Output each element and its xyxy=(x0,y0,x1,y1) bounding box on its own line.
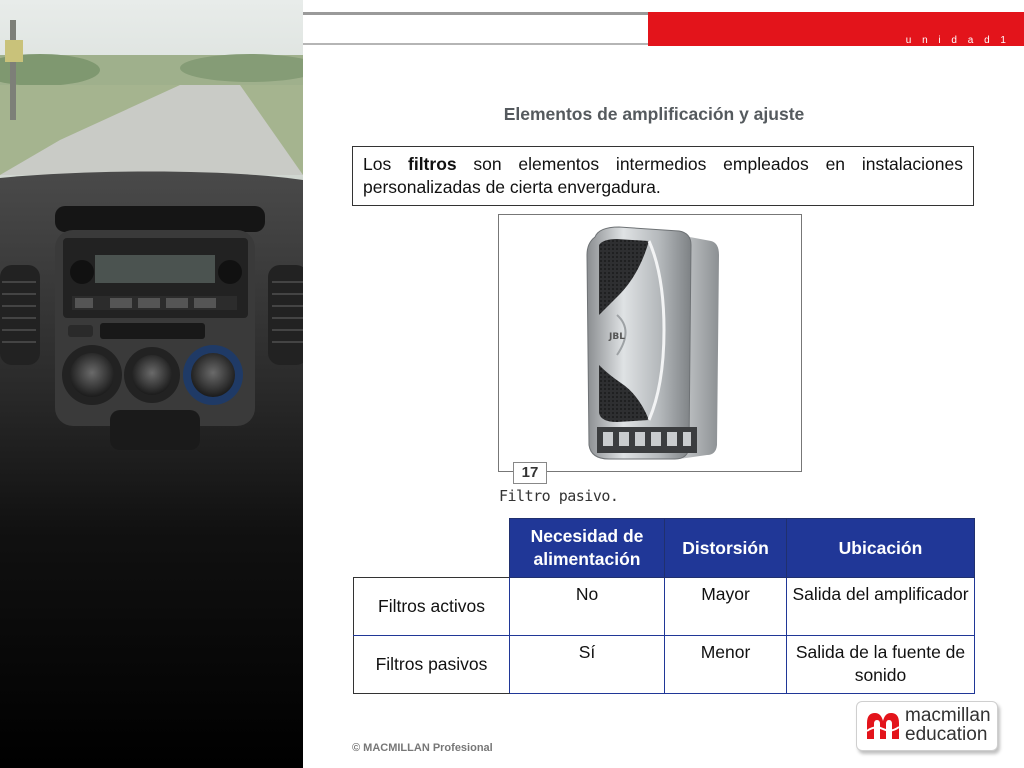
copyright-text: © MACMILLAN Profesional xyxy=(352,742,493,754)
figure-frame xyxy=(498,214,802,472)
table-cell: No xyxy=(510,578,665,636)
table-cell: Menor xyxy=(665,636,787,694)
slide-title: Elementos de amplificación y ajuste xyxy=(503,104,805,124)
logo-wordmark xyxy=(905,706,991,744)
row-header: Filtros pasivos xyxy=(354,636,510,694)
table-cell: Salida del amplificador xyxy=(787,578,975,636)
header-unit-bar xyxy=(648,12,1024,46)
table-corner-cell xyxy=(354,519,510,578)
table-cell: Mayor xyxy=(665,578,787,636)
intro-text-start: Los xyxy=(363,154,408,174)
unit-label: u n i d a d 1 xyxy=(905,35,1010,46)
intro-text-box xyxy=(352,146,974,206)
table-row xyxy=(354,578,975,636)
column-header: Distorsión xyxy=(665,519,787,578)
dashboard-photo xyxy=(0,0,303,768)
logo-line-1: macmillan xyxy=(905,705,991,726)
column-header: Necesidad de alimentación xyxy=(510,519,665,578)
table-cell: Salida de la fuente de sonido xyxy=(787,636,975,694)
figure-caption: Filtro pasivo. xyxy=(499,487,619,505)
filters-comparison-table xyxy=(353,518,975,694)
macmillan-education-logo xyxy=(856,701,998,751)
macmillan-logo-icon xyxy=(865,709,901,743)
intro-text-end: son elementos intermedios empleados en instalaciones personalizadas de cierta envergadura. xyxy=(363,154,963,197)
header-divider-bottom xyxy=(303,43,648,45)
intro-keyword: filtros xyxy=(408,154,457,174)
logo-line-2: education xyxy=(905,724,988,745)
table-row xyxy=(354,636,975,694)
row-header: Filtros activos xyxy=(354,578,510,636)
header-divider-top xyxy=(303,12,648,15)
table-header-row xyxy=(354,519,975,578)
figure-number: 17 xyxy=(513,462,547,484)
passive-filter-image xyxy=(499,215,801,471)
column-header: Ubicación xyxy=(787,519,975,578)
table-cell: Sí xyxy=(510,636,665,694)
brand-logo-text: JBL xyxy=(609,332,625,342)
